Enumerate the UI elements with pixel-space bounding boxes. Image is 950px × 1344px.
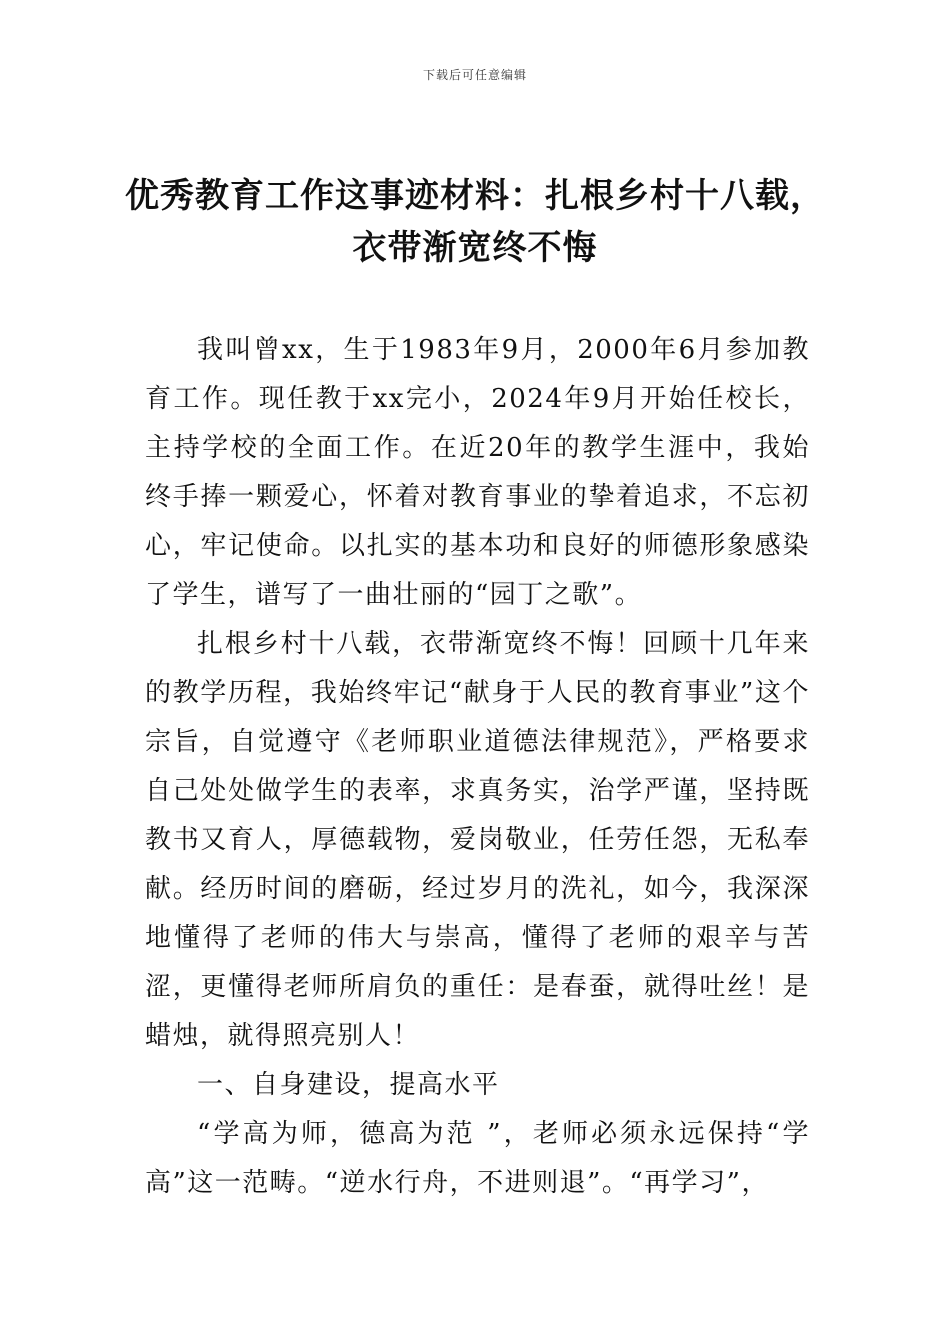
paragraph-career-reflection: 扎根乡村十八载，衣带渐宽终不悔！回顾十几年来的教学历程，我始终牢记“献身于人民的教育事业”这个宗旨，自觉遵守《老师职业道德法律规范》，严格要求自己处处做学生的表率，求真务实，治学严谨，坚持既教书又育人，厚德载物，爱岗敬业，任劳任怨，无私奉献。经历时间的磨砺，经过岁月的洗礼，如今，我深深地懂得了老师的伟大与崇高，懂得了老师的艰辛与苦涩，更懂得老师所肩负的重任：是春蚕，就得吐丝！是蜡烛，就得照亮别人！ <box>145 629 810 1051</box>
paragraph-introduction: 我叫曾xx，生于1983年9月，2000年6月参加教育工作。现任教于xx完小，2024年9月开始任校长，主持学校的全面工作。在近20年的教学生涯中，我始终手捧一颗爱心，怀着对教育事业的挚着追求，不忘初心，牢记使命。以扎实的基本功和良好的师德形象感染了学生，谱写了一曲壮丽的“园丁之歌”。 <box>145 335 810 610</box>
paragraph-self-improvement: “学高为师，德高为范 ”，老师必须永远保持“学高”这一范畴。“逆水行舟，不进则退”。“再学习”， <box>145 1119 810 1198</box>
document-body <box>145 326 810 1208</box>
page-header-note: 下载后可任意编辑 <box>422 68 527 82</box>
document-title: 优秀教育工作这事迹材料：扎根乡村十八载，衣带渐宽终不悔 <box>125 176 825 268</box>
section-heading-self-improvement: 一、自身建设，提高水平 <box>197 1070 500 1100</box>
